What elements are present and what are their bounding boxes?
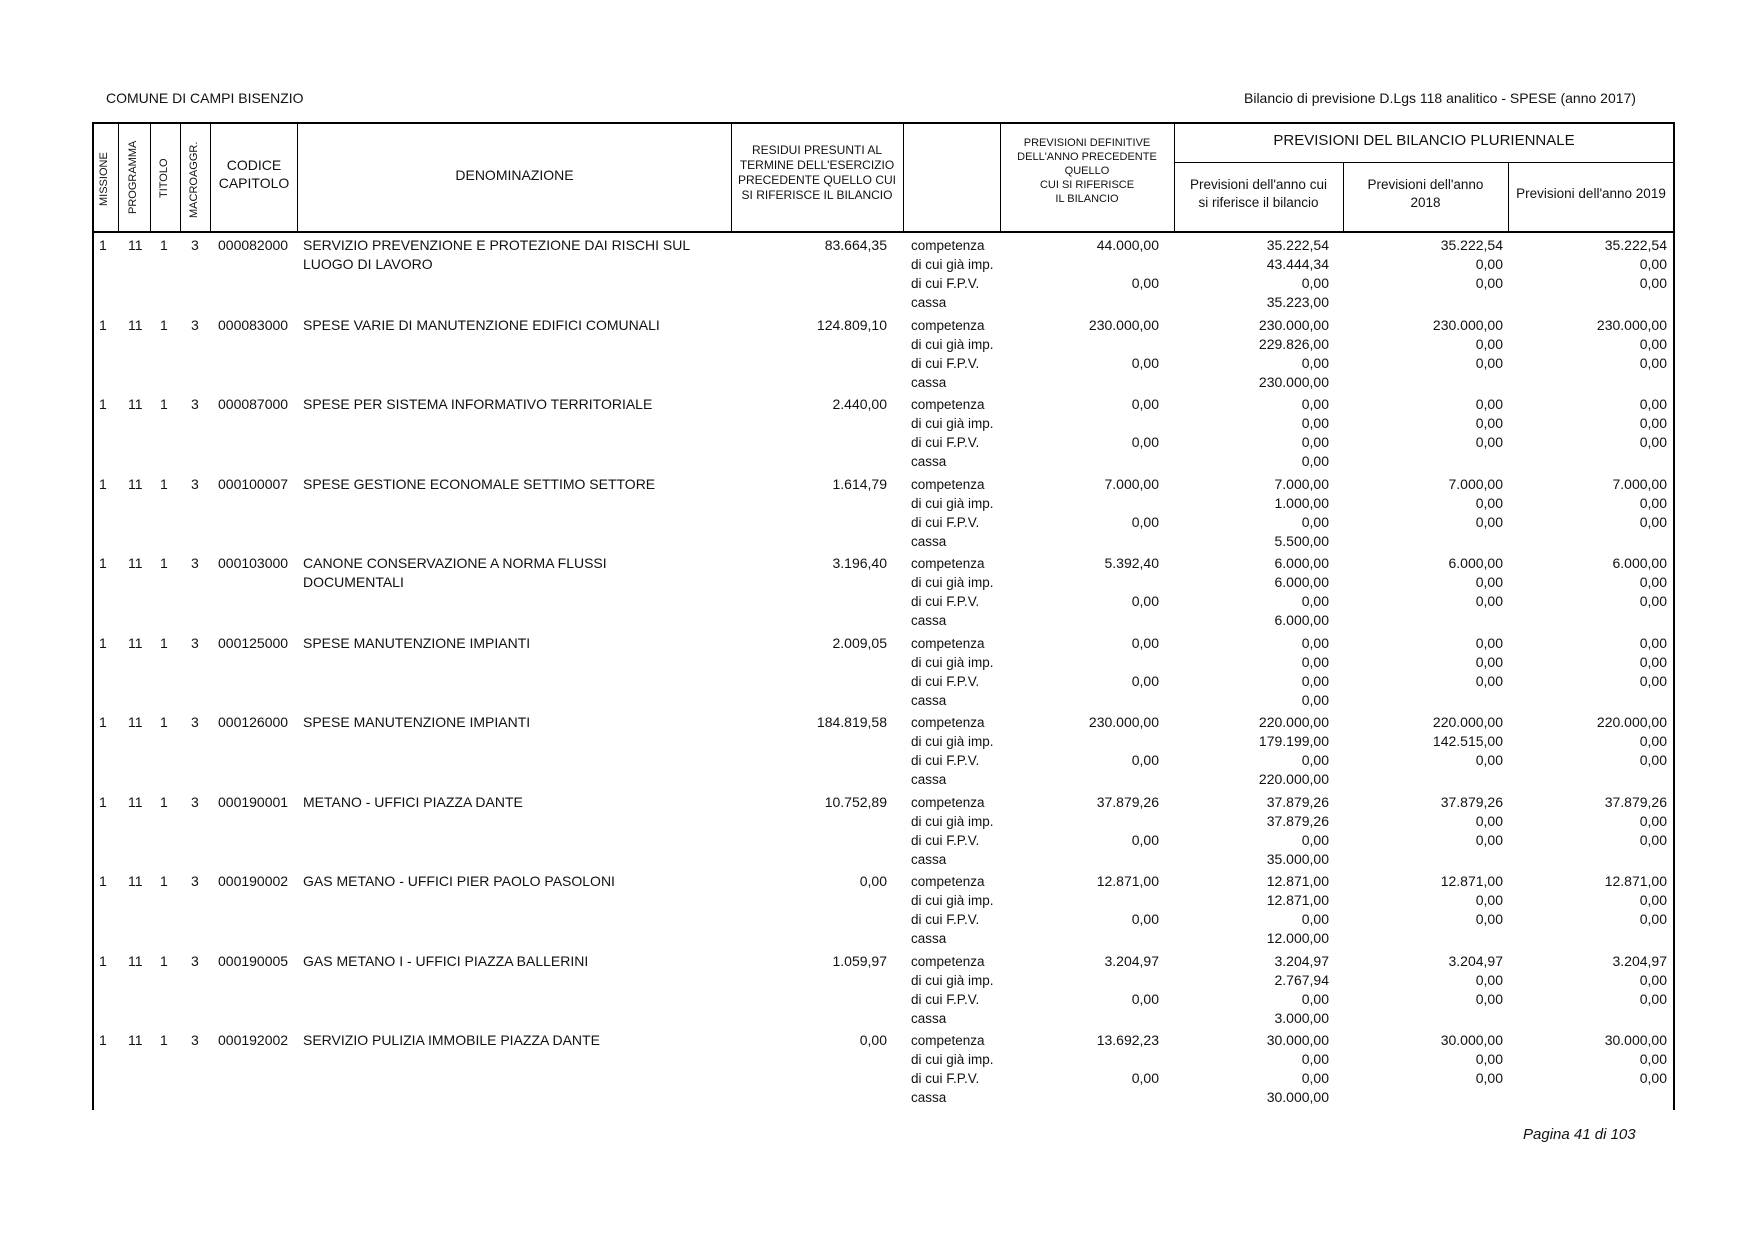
cell-anno-2017: 35.222,54: [1266, 237, 1329, 253]
cell-previsioni-competenza: 37.879,26: [1096, 793, 1159, 810]
cell-previsioni-fpv: 0,00: [1131, 434, 1159, 450]
cell-anno-2017: 3.204,97: [1274, 952, 1329, 969]
cell-denominazione-line2: DOCUMENTALI: [303, 574, 404, 590]
cell-denominazione-line2: LUOGO DI LAVORO: [303, 256, 433, 272]
cell-anno-2019: 0,00: [1639, 831, 1667, 848]
cell-anno-2017: 12.871,00: [1266, 892, 1329, 908]
cell-voce: di cui già imp.: [911, 734, 994, 749]
cell-residui: 184.819,58: [816, 714, 887, 730]
cell-anno-2018: 0,00: [1475, 275, 1503, 291]
cell-voce: di cui già imp.: [911, 654, 994, 670]
column-residui-presunti: RESIDUI PRESUNTI AL TERMINE DELL'ESERCIZIO PRECEDENTE QUELLO CUI SI RIFERISCE IL BILANCIO: [737, 143, 897, 202]
table-row: [0, 316, 1754, 396]
cell-anno-2019: 220.000,00: [1596, 714, 1667, 730]
column-denominazione: DENOMINAZIONE: [455, 167, 574, 183]
cell-anno-2019: 0,00: [1639, 672, 1667, 689]
cell-anno-2017: 0,00: [1301, 513, 1329, 530]
cell-voce: competenza: [911, 953, 985, 969]
cell-residui: 0,00: [859, 1032, 887, 1048]
cell-voce: cassa: [911, 1010, 947, 1026]
cell-voce: cassa: [911, 1090, 947, 1105]
cell-anno-2019: 0,00: [1639, 752, 1667, 768]
cell-denominazione: CANONE CONSERVAZIONE A NORMA FLUSSI: [303, 555, 607, 571]
cell-anno-2017: 0,00: [1301, 634, 1329, 651]
cell-anno-2018: 0,00: [1475, 256, 1503, 272]
cell-programma: 11: [128, 1032, 143, 1048]
cell-anno-2019: 0,00: [1639, 812, 1667, 829]
cell-codice-capitolo: 000190002: [218, 873, 289, 889]
cell-previsioni-competenza: 230.000,00: [1088, 714, 1159, 730]
cell-anno-2019: 12.871,00: [1604, 873, 1667, 889]
cell-anno-2019: 0,00: [1639, 653, 1667, 670]
cell-voce: competenza: [911, 635, 985, 651]
cell-voce: di cui già imp.: [911, 416, 994, 431]
cell-anno-2019: 30.000,00: [1604, 1032, 1667, 1048]
cell-missione: 1: [99, 634, 107, 651]
cell-previsioni-fpv: 0,00: [1131, 354, 1159, 371]
cell-denominazione: METANO - UFFICI PIAZZA DANTE: [303, 793, 523, 810]
cell-previsioni-competenza: 5.392,40: [1104, 555, 1159, 571]
cell-macroaggr: 3: [191, 634, 199, 651]
cell-denominazione: SPESE MANUTENZIONE IMPIANTI: [303, 634, 531, 651]
cell-previsioni-competenza: 0,00: [1131, 396, 1159, 412]
column-anno-cui-riferisce: Previsioni dell'anno cui si riferisce il bilancio: [1190, 177, 1327, 210]
cell-anno-2018: 0,00: [1475, 574, 1503, 590]
cell-residui: 2.009,05: [832, 634, 887, 651]
cell-anno-2019: 0,00: [1639, 354, 1667, 371]
cell-anno-2017: 37.879,26: [1266, 812, 1329, 829]
cell-denominazione: SERVIZIO PULIZIA IMMOBILE PIAZZA DANTE: [303, 1032, 600, 1048]
cell-programma: 11: [128, 316, 143, 333]
column-missione: MISSIONE: [98, 152, 110, 206]
cell-anno-2018: 0,00: [1475, 1070, 1503, 1086]
cell-macroaggr: 3: [191, 555, 199, 571]
cell-anno-2017: 35.223,00: [1266, 294, 1329, 310]
cell-previsioni-competenza: 3.204,97: [1104, 952, 1159, 969]
cell-residui: 2.440,00: [832, 396, 887, 412]
cell-missione: 1: [99, 555, 107, 571]
cell-anno-2018: 0,00: [1475, 812, 1503, 829]
cell-previsioni-competenza: 12.871,00: [1096, 873, 1159, 889]
cell-anno-2018: 0,00: [1475, 892, 1503, 908]
cell-voce: competenza: [911, 874, 985, 889]
column-group-pluriennale: PREVISIONI DEL BILANCIO PLURIENNALE: [1273, 132, 1575, 149]
cell-missione: 1: [99, 873, 107, 889]
cell-codice-capitolo: 000082000: [218, 237, 289, 253]
table-row: [0, 952, 1754, 1032]
cell-titolo: 1: [160, 714, 168, 730]
cell-anno-2017: 30.000,00: [1266, 1032, 1329, 1048]
cell-previsioni-fpv: 0,00: [1131, 275, 1159, 291]
column-programma: PROGRAMMA: [127, 140, 139, 214]
cell-macroaggr: 3: [191, 952, 199, 969]
cell-codice-capitolo: 000126000: [218, 714, 289, 730]
cell-voce: di cui F.P.V.: [911, 276, 980, 291]
cell-residui: 10.752,89: [824, 793, 887, 810]
cell-previsioni-fpv: 0,00: [1131, 593, 1159, 609]
table-row: [0, 395, 1754, 475]
cell-previsioni-fpv: 0,00: [1131, 752, 1159, 768]
cell-anno-2017: 5.500,00: [1274, 532, 1329, 549]
cell-voce: cassa: [911, 692, 947, 708]
cell-voce: competenza: [911, 794, 985, 810]
cell-voce: di cui F.P.V.: [911, 912, 980, 927]
cell-codice-capitolo: 000103000: [218, 555, 289, 571]
cell-missione: 1: [99, 1032, 107, 1048]
cell-anno-2019: 0,00: [1639, 733, 1667, 749]
cell-anno-2017: 229.826,00: [1258, 335, 1329, 352]
cell-anno-2019: 0,00: [1639, 396, 1667, 412]
cell-anno-2017: 179.199,00: [1258, 733, 1329, 749]
cell-programma: 11: [128, 952, 143, 969]
cell-anno-2018: 0,00: [1475, 593, 1503, 609]
cell-titolo: 1: [160, 952, 168, 969]
cell-voce: cassa: [911, 613, 947, 628]
cell-anno-2018: 0,00: [1475, 752, 1503, 768]
cell-denominazione: SPESE PER SISTEMA INFORMATIVO TERRITORIALE: [303, 396, 653, 412]
table-row: [0, 554, 1754, 634]
cell-anno-2019: 0,00: [1639, 1051, 1667, 1067]
cell-residui: 0,00: [859, 873, 887, 889]
cell-previsioni-competenza: 0,00: [1131, 634, 1159, 651]
cell-missione: 1: [99, 475, 107, 492]
cell-anno-2017: 220.000,00: [1258, 771, 1329, 787]
cell-previsioni-competenza: 7.000,00: [1104, 475, 1159, 492]
cell-anno-2018: 230.000,00: [1432, 316, 1503, 333]
cell-voce: competenza: [911, 556, 985, 571]
cell-anno-2017: 0,00: [1301, 396, 1329, 412]
cell-anno-2018: 0,00: [1475, 634, 1503, 651]
cell-macroaggr: 3: [191, 714, 199, 730]
cell-previsioni-competenza: 13.692,23: [1096, 1032, 1159, 1048]
cell-voce: di cui F.P.V.: [911, 832, 980, 848]
cell-anno-2018: 0,00: [1475, 653, 1503, 670]
cell-anno-2018: 12.871,00: [1440, 873, 1503, 889]
cell-anno-2018: 0,00: [1475, 1051, 1503, 1067]
table-row: [0, 475, 1754, 555]
cell-denominazione: SPESE VARIE DI MANUTENZIONE EDIFICI COMUNALI: [303, 316, 660, 333]
cell-anno-2017: 0,00: [1301, 653, 1329, 670]
cell-previsioni-fpv: 0,00: [1131, 672, 1159, 689]
cell-anno-2018: 0,00: [1475, 990, 1503, 1007]
cell-programma: 11: [128, 237, 143, 253]
cell-codice-capitolo: 000125000: [218, 634, 289, 651]
cell-voce: cassa: [911, 374, 947, 390]
cell-anno-2019: 7.000,00: [1612, 475, 1667, 492]
cell-anno-2017: 0,00: [1301, 831, 1329, 848]
cell-voce: competenza: [911, 715, 985, 730]
cell-anno-2019: 0,00: [1639, 574, 1667, 590]
cell-anno-2019: 230.000,00: [1596, 316, 1667, 333]
cell-anno-2019: 0,00: [1639, 434, 1667, 450]
cell-previsioni-fpv: 0,00: [1131, 513, 1159, 530]
column-previsioni-definitive: PREVISIONI DEFINITIVE DELL'ANNO PRECEDENTE QUELLO CUI SI RIFERISCE IL BILANCIO: [1017, 137, 1157, 205]
cell-voce: competenza: [911, 476, 985, 492]
cell-anno-2019: 0,00: [1639, 990, 1667, 1007]
cell-anno-2017: 0,00: [1301, 1070, 1329, 1086]
cell-residui: 124.809,10: [816, 316, 887, 333]
cell-anno-2019: 0,00: [1639, 593, 1667, 609]
cell-previsioni-fpv: 0,00: [1131, 911, 1159, 927]
cell-anno-2017: 0,00: [1301, 453, 1329, 469]
cell-anno-2018: 142.515,00: [1432, 733, 1503, 749]
cell-anno-2017: 220.000,00: [1258, 714, 1329, 730]
cell-anno-2018: 0,00: [1475, 831, 1503, 848]
cell-anno-2017: 0,00: [1301, 593, 1329, 609]
cell-denominazione: SPESE MANUTENZIONE IMPIANTI: [303, 714, 531, 730]
table-row: [0, 236, 1754, 316]
page-number: Pagina 41 di 103: [1523, 1126, 1636, 1143]
cell-voce: di cui già imp.: [911, 893, 994, 908]
cell-anno-2018: 0,00: [1475, 434, 1503, 450]
cell-voce: di cui F.P.V.: [911, 355, 980, 371]
table-row: [0, 713, 1754, 793]
cell-titolo: 1: [160, 1032, 168, 1048]
cell-anno-2017: 1.000,00: [1274, 494, 1329, 511]
cell-voce: di cui F.P.V.: [911, 753, 980, 768]
cell-codice-capitolo: 000190001: [218, 793, 289, 810]
cell-anno-2017: 6.000,00: [1274, 555, 1329, 571]
cell-residui: 1.059,97: [832, 952, 887, 969]
cell-anno-2019: 0,00: [1639, 335, 1667, 352]
cell-anno-2019: 0,00: [1639, 911, 1667, 927]
table-row: [0, 872, 1754, 952]
cell-residui: 83.664,35: [824, 237, 887, 253]
cell-macroaggr: 3: [191, 873, 199, 889]
document-title: Bilancio di previsione D.Lgs 118 analitico - SPESE (anno 2017): [1244, 90, 1636, 106]
cell-titolo: 1: [160, 475, 168, 492]
cell-anno-2017: 0,00: [1301, 1051, 1329, 1067]
cell-anno-2017: 30.000,00: [1266, 1089, 1329, 1105]
cell-voce: competenza: [911, 397, 985, 412]
cell-anno-2018: 0,00: [1475, 335, 1503, 352]
cell-codice-capitolo: 000100007: [218, 475, 289, 492]
cell-previsioni-competenza: 230.000,00: [1088, 316, 1159, 333]
cell-anno-2018: 0,00: [1475, 396, 1503, 412]
cell-denominazione: SERVIZIO PREVENZIONE E PROTEZIONE DAI RISCHI SUL: [303, 237, 691, 253]
cell-voce: di cui già imp.: [911, 336, 994, 352]
cell-titolo: 1: [160, 793, 168, 810]
cell-voce: di cui già imp.: [911, 813, 994, 829]
cell-anno-2019: 0,00: [1639, 971, 1667, 988]
cell-macroaggr: 3: [191, 1032, 199, 1048]
cell-voce: di cui F.P.V.: [911, 673, 980, 689]
cell-anno-2018: 3.204,97: [1448, 952, 1503, 969]
cell-anno-2017: 0,00: [1301, 990, 1329, 1007]
column-titolo: TITOLO: [158, 158, 170, 198]
cell-anno-2017: 0,00: [1301, 415, 1329, 431]
cell-anno-2017: 230.000,00: [1258, 373, 1329, 390]
cell-anno-2017: 0,00: [1301, 672, 1329, 689]
cell-titolo: 1: [160, 634, 168, 651]
cell-anno-2017: 43.444,34: [1266, 256, 1329, 272]
cell-anno-2017: 0,00: [1301, 911, 1329, 927]
cell-anno-2017: 0,00: [1301, 752, 1329, 768]
cell-anno-2017: 37.879,26: [1266, 793, 1329, 810]
cell-anno-2019: 0,00: [1639, 275, 1667, 291]
cell-anno-2017: 35.000,00: [1266, 850, 1329, 867]
cell-anno-2018: 0,00: [1475, 971, 1503, 988]
cell-voce: di cui F.P.V.: [911, 594, 980, 609]
cell-voce: di cui già imp.: [911, 972, 994, 988]
cell-codice-capitolo: 000083000: [218, 316, 289, 333]
cell-missione: 1: [99, 793, 107, 810]
cell-voce: cassa: [911, 454, 947, 469]
cell-anno-2017: 6.000,00: [1274, 574, 1329, 590]
cell-anno-2017: 6.000,00: [1274, 612, 1329, 628]
column-macroaggr: MACROAGGR.: [188, 141, 200, 218]
cell-denominazione: SPESE GESTIONE ECONOMALE SETTIMO SETTORE: [303, 475, 656, 492]
cell-anno-2019: 0,00: [1639, 1070, 1667, 1086]
cell-anno-2018: 0,00: [1475, 354, 1503, 371]
cell-anno-2017: 0,00: [1301, 434, 1329, 450]
cell-previsioni-competenza: 44.000,00: [1096, 237, 1159, 253]
table-row: [0, 634, 1754, 714]
cell-macroaggr: 3: [191, 396, 199, 412]
cell-voce: cassa: [911, 931, 947, 946]
cell-voce: cassa: [911, 772, 947, 787]
cell-anno-2019: 0,00: [1639, 256, 1667, 272]
cell-anno-2018: 7.000,00: [1448, 475, 1503, 492]
cell-voce: di cui già imp.: [911, 495, 994, 511]
cell-previsioni-fpv: 0,00: [1131, 1070, 1159, 1086]
cell-codice-capitolo: 000192002: [218, 1032, 289, 1048]
cell-programma: 11: [128, 555, 143, 571]
cell-residui: 3.196,40: [832, 555, 887, 571]
cell-anno-2019: 3.204,97: [1612, 952, 1667, 969]
cell-titolo: 1: [160, 237, 168, 253]
cell-anno-2018: 220.000,00: [1432, 714, 1503, 730]
cell-missione: 1: [99, 237, 107, 253]
cell-anno-2017: 0,00: [1301, 354, 1329, 371]
cell-voce: cassa: [911, 295, 947, 310]
cell-anno-2019: 37.879,26: [1604, 793, 1667, 810]
cell-anno-2018: 6.000,00: [1448, 555, 1503, 571]
cell-previsioni-fpv: 0,00: [1131, 831, 1159, 848]
cell-anno-2018: 0,00: [1475, 513, 1503, 530]
cell-macroaggr: 3: [191, 475, 199, 492]
cell-missione: 1: [99, 316, 107, 333]
cell-anno-2017: 3.000,00: [1274, 1009, 1329, 1026]
cell-anno-2019: 0,00: [1639, 513, 1667, 530]
cell-programma: 11: [128, 475, 143, 492]
cell-previsioni-fpv: 0,00: [1131, 990, 1159, 1007]
cell-missione: 1: [99, 396, 107, 412]
cell-residui: 1.614,79: [832, 475, 887, 492]
cell-codice-capitolo: 000087000: [218, 396, 289, 412]
table-row: [0, 1031, 1754, 1111]
cell-anno-2018: 37.879,26: [1440, 793, 1503, 810]
cell-voce: cassa: [911, 533, 947, 549]
cell-missione: 1: [99, 714, 107, 730]
cell-voce: di cui F.P.V.: [911, 1071, 980, 1086]
cell-anno-2018: 0,00: [1475, 494, 1503, 511]
cell-anno-2018: 35.222,54: [1440, 237, 1503, 253]
column-anno-2018: Previsioni dell'anno 2018: [1367, 177, 1484, 210]
cell-titolo: 1: [160, 316, 168, 333]
cell-macroaggr: 3: [191, 316, 199, 333]
cell-anno-2019: 0,00: [1639, 892, 1667, 908]
cell-voce: competenza: [911, 1033, 985, 1048]
cell-anno-2017: 2.767,94: [1274, 971, 1329, 988]
cell-anno-2017: 12.871,00: [1266, 873, 1329, 889]
cell-anno-2019: 0,00: [1639, 494, 1667, 511]
cell-macroaggr: 3: [191, 793, 199, 810]
cell-titolo: 1: [160, 396, 168, 412]
cell-voce: competenza: [911, 238, 985, 253]
cell-programma: 11: [128, 793, 143, 810]
cell-programma: 11: [128, 634, 143, 651]
cell-macroaggr: 3: [191, 237, 199, 253]
cell-voce: cassa: [911, 851, 947, 867]
cell-voce: di cui già imp.: [911, 575, 994, 590]
cell-anno-2019: 35.222,54: [1604, 237, 1667, 253]
cell-anno-2018: 0,00: [1475, 672, 1503, 689]
cell-programma: 11: [128, 396, 143, 412]
cell-voce: di cui già imp.: [911, 257, 994, 272]
cell-anno-2017: 12.000,00: [1266, 930, 1329, 946]
cell-codice-capitolo: 000190005: [218, 952, 289, 969]
document-entity-name: COMUNE DI CAMPI BISENZIO: [106, 90, 304, 106]
cell-voce: di cui F.P.V.: [911, 514, 980, 530]
cell-programma: 11: [128, 873, 143, 889]
cell-voce: di cui F.P.V.: [911, 435, 980, 450]
cell-programma: 11: [128, 714, 143, 730]
cell-anno-2018: 0,00: [1475, 415, 1503, 431]
cell-anno-2017: 0,00: [1301, 691, 1329, 708]
cell-anno-2018: 0,00: [1475, 911, 1503, 927]
cell-anno-2018: 30.000,00: [1440, 1032, 1503, 1048]
cell-voce: di cui già imp.: [911, 1052, 994, 1067]
cell-anno-2019: 6.000,00: [1612, 555, 1667, 571]
cell-missione: 1: [99, 952, 107, 969]
column-codice-capitolo: CODICE CAPITOLO: [218, 157, 290, 191]
cell-anno-2017: 7.000,00: [1274, 475, 1329, 492]
cell-denominazione: GAS METANO - UFFICI PIER PAOLO PASOLONI: [303, 873, 615, 889]
table-row: [0, 793, 1754, 873]
cell-voce: di cui F.P.V.: [911, 991, 980, 1007]
cell-anno-2019: 0,00: [1639, 634, 1667, 651]
column-anno-2019: Previsioni dell'anno 2019: [1516, 186, 1666, 201]
cell-titolo: 1: [160, 873, 168, 889]
cell-anno-2017: 230.000,00: [1258, 316, 1329, 333]
cell-denominazione: GAS METANO I - UFFICI PIAZZA BALLERINI: [303, 952, 589, 969]
cell-titolo: 1: [160, 555, 168, 571]
cell-voce: competenza: [911, 317, 985, 333]
cell-anno-2017: 0,00: [1301, 275, 1329, 291]
cell-anno-2019: 0,00: [1639, 415, 1667, 431]
